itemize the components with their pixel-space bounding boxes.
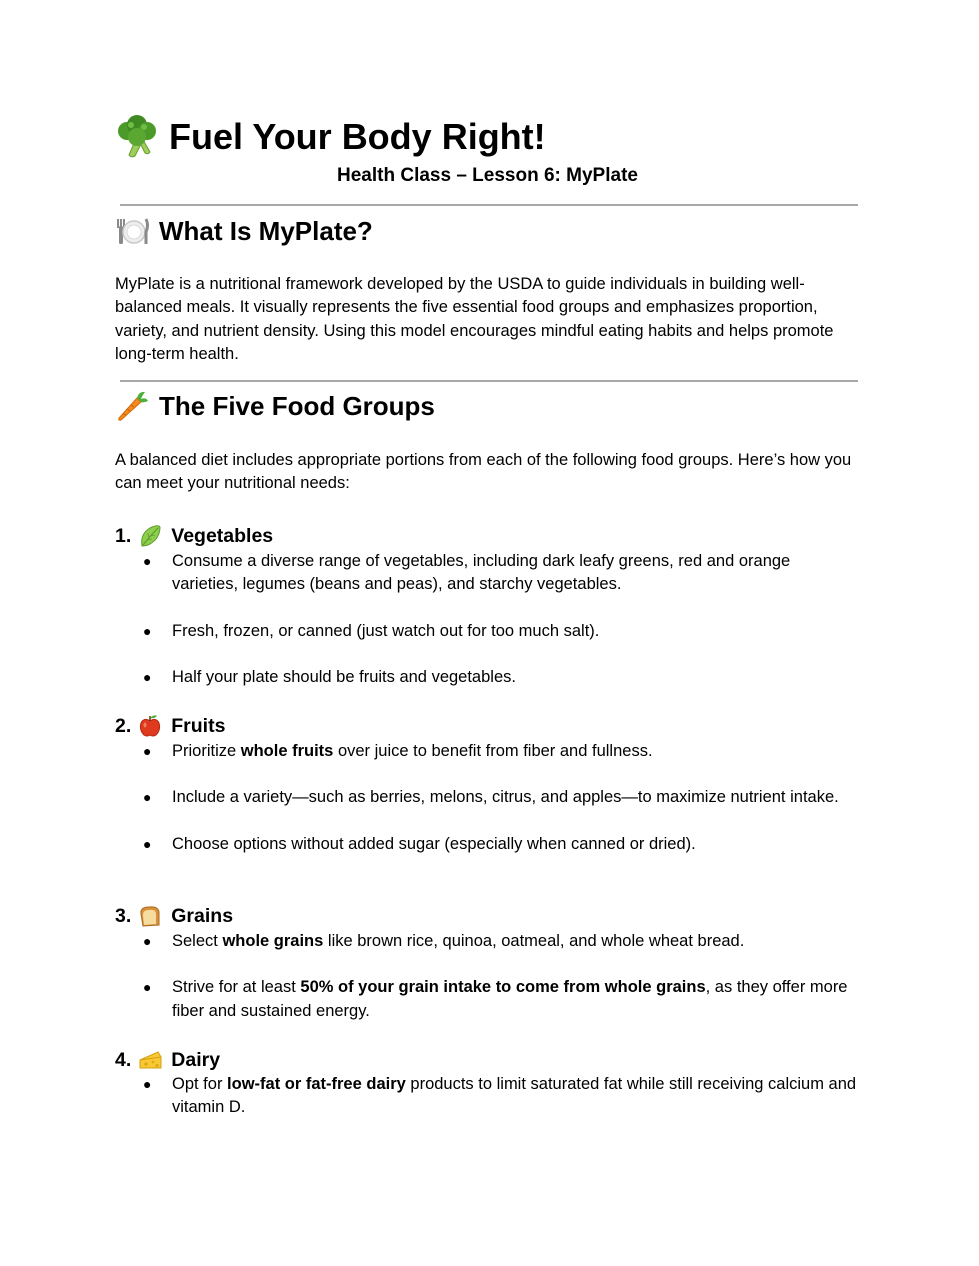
list-item	[115, 666, 860, 689]
item-text: Prioritize	[172, 742, 241, 760]
list-item	[115, 740, 860, 763]
item-text: Select	[172, 932, 223, 950]
food-group-heading-dairy	[115, 1047, 220, 1073]
divider	[120, 204, 858, 206]
list-item	[115, 976, 860, 1023]
bullet-icon: ●	[143, 933, 152, 949]
grains-list	[115, 930, 860, 1046]
section-heading-text: What Is MyPlate?	[159, 216, 373, 246]
bullet-icon: ●	[143, 835, 152, 852]
item-text: like brown rice, quinoa, oatmeal, and whole wheat bread.	[323, 932, 745, 950]
bread-icon	[138, 904, 162, 928]
plate-with-cutlery-icon	[115, 215, 149, 247]
bullet-icon: ●	[143, 789, 152, 806]
list-item	[115, 1073, 860, 1120]
dairy-list	[115, 1073, 860, 1143]
section-heading-what-is-myplate	[115, 214, 373, 248]
list-item	[115, 550, 860, 597]
item-text: over juice to benefit from fiber and fullness.	[333, 742, 653, 760]
bullet-icon: ●	[143, 622, 152, 639]
item-text: Choose options without added sugar (especially when canned or dried).	[172, 834, 696, 853]
group-name: Fruits	[171, 715, 226, 737]
item-text: Opt for	[172, 1075, 228, 1093]
group-name: Grains	[171, 905, 234, 927]
apple-icon	[138, 714, 162, 738]
food-groups-intro: A balanced diet includes appropriate portions from each of the following food groups. Here’s how you can meet your nutritional needs:	[115, 451, 852, 493]
food-group-heading-fruits	[115, 713, 225, 739]
broccoli-icon	[115, 115, 159, 159]
page-title	[115, 112, 546, 162]
item-text: Strive for at least	[172, 978, 301, 997]
group-number: 4.	[115, 1049, 132, 1071]
bold-text: whole fruits	[240, 742, 334, 760]
food-group-heading-grains	[115, 903, 233, 929]
list-item	[115, 930, 860, 953]
bullet-icon: ●	[143, 1076, 152, 1092]
food-group-heading-vegetables	[115, 523, 273, 549]
bullet-icon: ●	[143, 979, 152, 996]
item-text: Half your plate should be fruits and vegetables.	[172, 668, 516, 687]
group-name: Dairy	[171, 1049, 221, 1071]
bullet-icon: ●	[143, 743, 152, 759]
section-heading-text: The Five Food Groups	[159, 391, 435, 421]
bold-text: whole grains	[222, 932, 324, 950]
list-item	[115, 833, 860, 856]
item-text: Consume a diverse range of vegetables, including dark leafy greens, red and orange varieties, legumes (beans and peas), and starchy vegetables.	[172, 552, 791, 594]
cheese-icon	[138, 1048, 162, 1072]
bullet-icon: ●	[143, 553, 152, 569]
bullet-icon: ●	[143, 669, 152, 686]
group-number: 3.	[115, 905, 132, 927]
page-subtitle: Health Class – Lesson 6: MyPlate	[337, 165, 638, 186]
myplate-description: MyPlate is a nutritional framework developed by the USDA to guide individuals in building well-balanced meals. It visually represents the five essential food groups and emphasizes proportion, variety, and nutrient density. Using this model encourages mindful eating habits and helps promote long-term health.	[115, 275, 834, 364]
list-item	[115, 786, 860, 809]
section-heading-food-groups	[115, 389, 435, 423]
bold-text: 50% of your grain intake to come from whole grains	[300, 978, 706, 997]
group-number: 2.	[115, 715, 132, 737]
item-text: Include a variety—such as berries, melons, citrus, and apples—to maximize nutrient intake.	[172, 788, 839, 807]
bold-text: low-fat or fat-free dairy	[227, 1075, 406, 1093]
leafy-green-icon	[138, 524, 162, 548]
item-text: , as they offer more fiber and sustained energy.	[172, 978, 848, 1020]
fruits-list	[115, 740, 860, 879]
group-number: 1.	[115, 525, 132, 547]
list-item	[115, 620, 860, 643]
page-title-text: Fuel Your Body Right!	[169, 116, 546, 157]
item-text: Fresh, frozen, or canned (just watch out for too much salt).	[172, 621, 600, 640]
item-text: products to limit saturated fat while still receiving calcium and vitamin D.	[172, 1075, 857, 1117]
divider	[120, 380, 858, 382]
carrot-icon	[115, 390, 149, 422]
group-name: Vegetables	[171, 525, 274, 547]
vegetables-list	[115, 550, 860, 713]
